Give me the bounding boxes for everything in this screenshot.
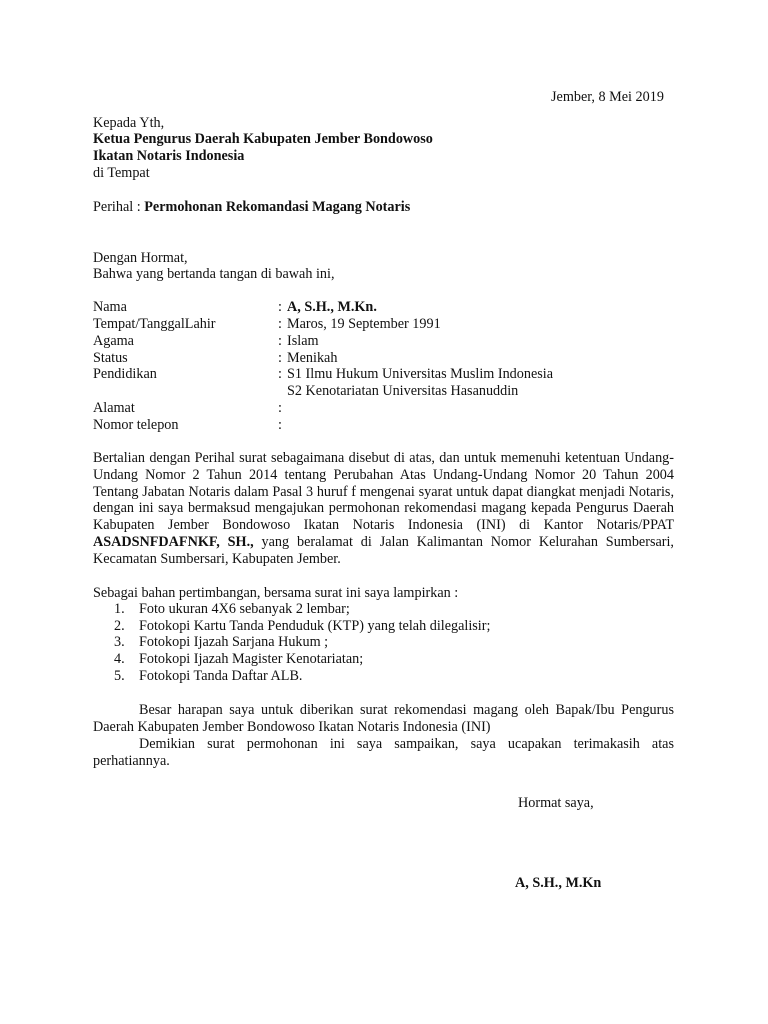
intro-line: Bahwa yang bertanda tangan di bawah ini, (93, 266, 335, 282)
greeting: Dengan Hormat, (93, 250, 188, 266)
list-text: Foto ukuran 4X6 sebanyak 2 lembar; (139, 601, 350, 617)
identity-row-name: Nama : A, S.H., M.Kn. (93, 299, 377, 315)
signoff: Hormat saya, (518, 795, 594, 811)
body-paragraph (93, 450, 674, 568)
subject-line (93, 199, 410, 216)
office-name: ASADSNFDAFNKF, SH., (93, 533, 254, 550)
letter-date: Jember, 8 Mei 2019 (551, 89, 664, 105)
closing-text-2: Demikian surat permohonan ini saya sampaikan, saya ucapakan terimakasih atas perhatiannya. (93, 736, 674, 769)
identity-row-education: Pendidikan : S1 Ilmu Hukum Universitas Muslim Indonesia (93, 366, 554, 382)
list-number: 3. (114, 634, 125, 650)
list-text: Fotokopi Kartu Tanda Penduduk (KTP) yang telah dilegalisir; (139, 618, 491, 634)
list-number: 5. (114, 668, 125, 684)
identity-row-status: Status : Menikah (93, 350, 338, 366)
subject-label: Perihal : (93, 199, 145, 215)
identity-label: Nomor telepon (93, 417, 179, 433)
recipient-salutation: Kepada Yth, (93, 115, 165, 131)
identity-label: Status (93, 350, 128, 366)
recipient-organization: Ikatan Notaris Indonesia (93, 148, 245, 164)
identity-row-address: Alamat : (93, 400, 282, 416)
closing-paragraph-1 (93, 702, 674, 736)
identity-row-religion: Agama : Islam (93, 333, 319, 349)
identity-value-2: S2 Kenotariatan Universitas Hasanuddin (287, 383, 519, 399)
subject-value: Permohonan Rekomandasi Magang Notaris (144, 199, 411, 215)
attachments-intro: Sebagai bahan pertimbangan, bersama surat ini saya lampirkan : (93, 585, 459, 601)
list-text: Fotokopi Ijazah Magister Kenotariatan; (139, 651, 364, 667)
identity-row-education-2 (93, 383, 693, 400)
identity-value: Menikah (287, 350, 338, 366)
list-number: 1. (114, 601, 125, 617)
identity-value: S1 Ilmu Hukum Universitas Muslim Indonesia (287, 366, 554, 382)
identity-label: Alamat (93, 400, 135, 416)
identity-value: Maros, 19 September 1991 (287, 316, 441, 332)
identity-value: A, S.H., M.Kn. (287, 299, 377, 315)
body-text-1: Bertalian dengan Perihal surat sebagaimana disebut di atas, dan untuk memenuhi ketentuan Undang-Undang Nomor 2 Tahun 2014 tentang Perubahan Atas Undang-Undang Nomor 20 Tahun 2004 Tentang Jabatan Notaris dalam Pasal 3 huruf f mengenai syarat untuk dapat diangkat menjadi Notaris, dengan ini saya bermaksud mengajukan permohonan rekomendasi magang kepada Pengurus Daerah Kabupaten Jember Bondowoso Ikatan Notaris Indonesia (INI) di Kantor Notaris/PPAT (93, 450, 674, 534)
list-text: Fotokopi Tanda Daftar ALB. (139, 668, 303, 684)
closing-paragraph-2 (93, 736, 674, 770)
closing-text-1: Besar harapan saya untuk diberikan surat rekomendasi magang oleh Bapak/Ibu Pengurus Daerah Kabupaten Jember Bondowoso Ikatan Notaris Indonesia (INI) (93, 702, 674, 735)
identity-label: Agama (93, 333, 134, 349)
recipient-title: Ketua Pengurus Daerah Kabupaten Jember Bondowoso (93, 131, 433, 147)
identity-label: Tempat/TanggalLahir (93, 316, 216, 332)
identity-row-phone: Nomor telepon : (93, 417, 282, 433)
identity-value: Islam (287, 333, 319, 349)
body-text-2: yang beralamat di Jalan Kalimantan Nomor Kelurahan Sumbersari, Kecamatan Sumbersari, Kabupaten Jember. (93, 533, 674, 567)
identity-row-birth: Tempat/TanggalLahir : Maros, 19 September 1991 (93, 316, 441, 332)
list-number: 4. (114, 651, 125, 667)
identity-label: Pendidikan (93, 366, 157, 382)
signature-name: A, S.H., M.Kn (515, 875, 602, 891)
recipient-place: di Tempat (93, 165, 150, 181)
list-text: Fotokopi Ijazah Sarjana Hukum ; (139, 634, 329, 650)
identity-label: Nama (93, 299, 127, 315)
list-number: 2. (114, 618, 125, 634)
